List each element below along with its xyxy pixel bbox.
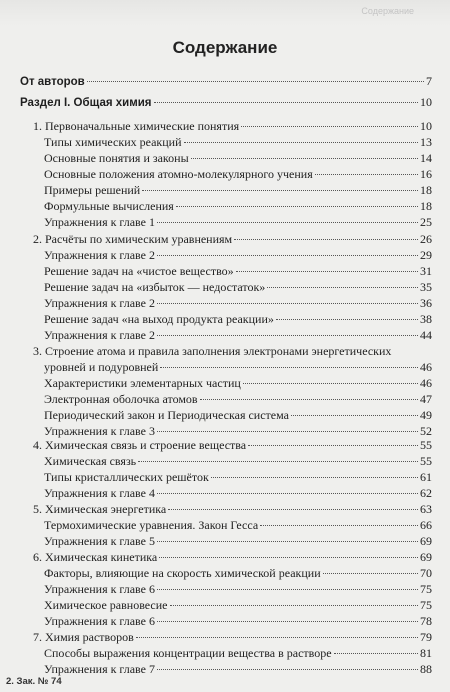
dot-leader [159, 557, 418, 558]
toc-entry-page-number: 46 [420, 376, 432, 390]
dot-leader [200, 399, 418, 400]
dot-leader [260, 525, 418, 526]
dot-leader [315, 174, 418, 175]
page-title: Содержание [172, 38, 278, 57]
toc-entry-page-number: 62 [420, 486, 432, 500]
toc-entry-label: Раздел I. Общая химия [20, 97, 152, 109]
toc-entry-label: 2. Расчёты по химическим уравнениям [33, 232, 233, 246]
dot-leader [157, 589, 418, 590]
toc-entry [44, 614, 432, 629]
toc-entry-page-number: 29 [420, 248, 432, 262]
dot-leader [157, 303, 418, 304]
toc-entry-label: Упражнения к главе 3 [44, 424, 155, 438]
toc-entry-page-number: 26 [420, 232, 432, 246]
toc-entry [44, 248, 432, 263]
toc-entry-label: Химическая связь [44, 454, 137, 468]
toc-entry [33, 502, 432, 517]
toc-entry-page-number: 10 [420, 119, 432, 133]
toc-entry-label: Упражнения к главе 5 [44, 534, 155, 548]
toc-entry-page-number: 25 [420, 215, 432, 229]
toc-entry-page-number: 75 [420, 598, 432, 612]
toc-entry-page-number: 55 [420, 454, 432, 468]
toc-entry-label: Способы выражения концентрации вещества в растворе [44, 646, 332, 660]
toc-entry-label: Примеры решений [44, 183, 141, 197]
toc-entry-label: Химическое равновесие [44, 598, 168, 612]
toc-entry [44, 646, 432, 661]
toc-entry-label: Формульные вычисления [44, 199, 174, 213]
toc-entry-page-number: 88 [420, 662, 432, 676]
toc-entry-label: Типы кристаллических решёток [44, 470, 209, 484]
dot-leader [136, 637, 418, 638]
toc-entry [44, 135, 432, 150]
toc-entry [44, 424, 432, 439]
toc-entry [44, 518, 432, 533]
dot-leader [154, 102, 419, 103]
toc-entry [44, 328, 432, 343]
toc-entry-page-number: 52 [420, 424, 432, 438]
dot-leader [243, 383, 418, 384]
toc-entry [33, 630, 432, 645]
toc-entry-label: Упражнения к главе 6 [44, 614, 155, 628]
dot-leader [168, 509, 418, 510]
toc-entry-page-number: 63 [420, 502, 432, 516]
dot-leader [323, 573, 418, 574]
toc-entry-label: Упражнения к главе 2 [44, 328, 155, 342]
toc-entry-label: Термохимические уравнения. Закон Гесса [44, 518, 259, 532]
toc-entry-label: Упражнения к главе 6 [44, 582, 155, 596]
toc-entry-page-number: 47 [420, 392, 432, 406]
toc-entry-page-number: 69 [420, 550, 432, 564]
toc-entry-page-number: 7 [426, 74, 432, 88]
toc-entry [44, 264, 432, 279]
toc-entry-page-number: 18 [420, 183, 432, 197]
dot-leader [157, 669, 418, 670]
toc-entry-label: Упражнения к главе 2 [44, 296, 155, 310]
toc-entry-label: Основные положения атомно-молекулярного учения [44, 167, 313, 181]
toc-entry [44, 199, 432, 214]
toc-entry-page-number: 36 [420, 296, 432, 310]
toc-entry [44, 296, 432, 311]
toc-entry-page-number: 10 [420, 95, 432, 109]
toc-entry-label: Факторы, влияющие на скорость химической реакции [44, 566, 321, 580]
toc-entry [44, 280, 432, 295]
toc-entry [44, 486, 432, 501]
toc-entry-label: уровней и подуровней [44, 360, 159, 374]
toc-entry-page-number: 78 [420, 614, 432, 628]
toc-entry-label: Периодический закон и Периодическая система [44, 408, 289, 422]
toc-entry-label: Упражнения к главе 1 [44, 215, 155, 229]
dot-leader [234, 239, 418, 240]
toc-entry-page-number: 49 [420, 408, 432, 422]
toc-entry [44, 566, 432, 581]
toc-entry [44, 662, 432, 677]
dot-leader [170, 605, 419, 606]
toc-entry [44, 582, 432, 597]
toc-entry [33, 438, 432, 453]
toc-entry-page-number: 55 [420, 438, 432, 452]
toc-entry [44, 408, 432, 423]
dot-leader [157, 621, 418, 622]
toc-entry [44, 151, 432, 166]
toc-entry [44, 534, 432, 549]
toc-entry-page-number: 13 [420, 135, 432, 149]
toc-entry-page-number: 70 [420, 566, 432, 580]
toc-entry-page-number: 44 [420, 328, 432, 342]
dot-leader [334, 653, 418, 654]
dot-leader [267, 287, 418, 288]
toc-entry [44, 183, 432, 198]
toc-entry-label: Электронная оболочка атомов [44, 392, 198, 406]
dot-leader [160, 367, 418, 368]
dot-leader [211, 477, 418, 478]
toc-entry [44, 215, 432, 230]
dot-leader [87, 81, 424, 82]
dot-leader [248, 445, 418, 446]
dot-leader [184, 142, 418, 143]
dot-leader [157, 335, 418, 336]
dot-leader [157, 541, 418, 542]
toc-entry-label: Характеристики элементарных частиц [44, 376, 241, 390]
toc-entry-page-number: 61 [420, 470, 432, 484]
dot-leader [157, 493, 418, 494]
toc-entry-label: Упражнения к главе 7 [44, 662, 155, 676]
toc-entry [44, 470, 432, 485]
toc-entry-page-number: 75 [420, 582, 432, 596]
toc-entry-label: Основные понятия и законы [44, 151, 189, 165]
toc-entry-label: 6. Химическая кинетика [33, 550, 158, 564]
dot-leader [142, 190, 418, 191]
toc-entry [20, 95, 432, 110]
dot-leader [157, 222, 418, 223]
toc-entry-page-number: 38 [420, 312, 432, 326]
dot-leader [176, 206, 418, 207]
toc-entry-page-number: 66 [420, 518, 432, 532]
toc-entry-label: 5. Химическая энергетика [33, 502, 167, 516]
dot-leader [157, 255, 418, 256]
toc-entry [33, 119, 432, 134]
toc-entry-page-number: 81 [420, 646, 432, 660]
dot-leader [291, 415, 418, 416]
dot-leader [191, 158, 418, 159]
dot-leader [241, 126, 418, 127]
toc-entry [20, 74, 432, 89]
toc-entry [44, 360, 432, 375]
toc-entry [33, 344, 432, 359]
dot-leader [157, 431, 418, 432]
toc-entry-page-number: 16 [420, 167, 432, 181]
toc-entry-page-number: 79 [420, 630, 432, 644]
toc-entry-page-number: 35 [420, 280, 432, 294]
toc-entry-label: Решение задач на «чистое вещество» [44, 264, 234, 278]
toc-entry [44, 312, 432, 327]
toc-entry-label: 7. Химия растворов [33, 630, 134, 644]
toc-entry [44, 392, 432, 407]
printer-signature: 2. Зак. № 74 [6, 676, 62, 687]
toc-entry-page-number: 69 [420, 534, 432, 548]
dot-leader [236, 271, 418, 272]
dot-leader [276, 319, 418, 320]
toc-entry-page-number: 46 [420, 360, 432, 374]
toc-entry [44, 454, 432, 469]
toc-entry-label: Решение задач на «избыток — недостаток» [44, 280, 266, 294]
toc-entry [44, 598, 432, 613]
toc-entry [44, 376, 432, 391]
toc-entry-label: 3. Строение атома и правила заполнения электронами энергетических [33, 344, 392, 358]
toc-entry-page-number: 18 [420, 199, 432, 213]
toc-entry-page-number: 14 [420, 151, 432, 165]
toc-entry-label: Упражнения к главе 4 [44, 486, 155, 500]
running-header: Содержание [361, 6, 414, 16]
toc-entry [44, 167, 432, 182]
toc-entry-label: От авторов [20, 76, 85, 88]
dot-leader [138, 461, 418, 462]
toc-entry [33, 232, 432, 247]
toc-entry-label: 4. Химическая связь и строение вещества [33, 438, 247, 452]
toc-entry-label: Типы химических реакций [44, 135, 182, 149]
toc-entry-label: Упражнения к главе 2 [44, 248, 155, 262]
toc-entry-label: Решение задач «на выход продукта реакции» [44, 312, 274, 326]
toc-entry-page-number: 31 [420, 264, 432, 278]
toc-entry [33, 550, 432, 565]
toc-entry-label: 1. Первоначальные химические понятия [33, 119, 240, 133]
